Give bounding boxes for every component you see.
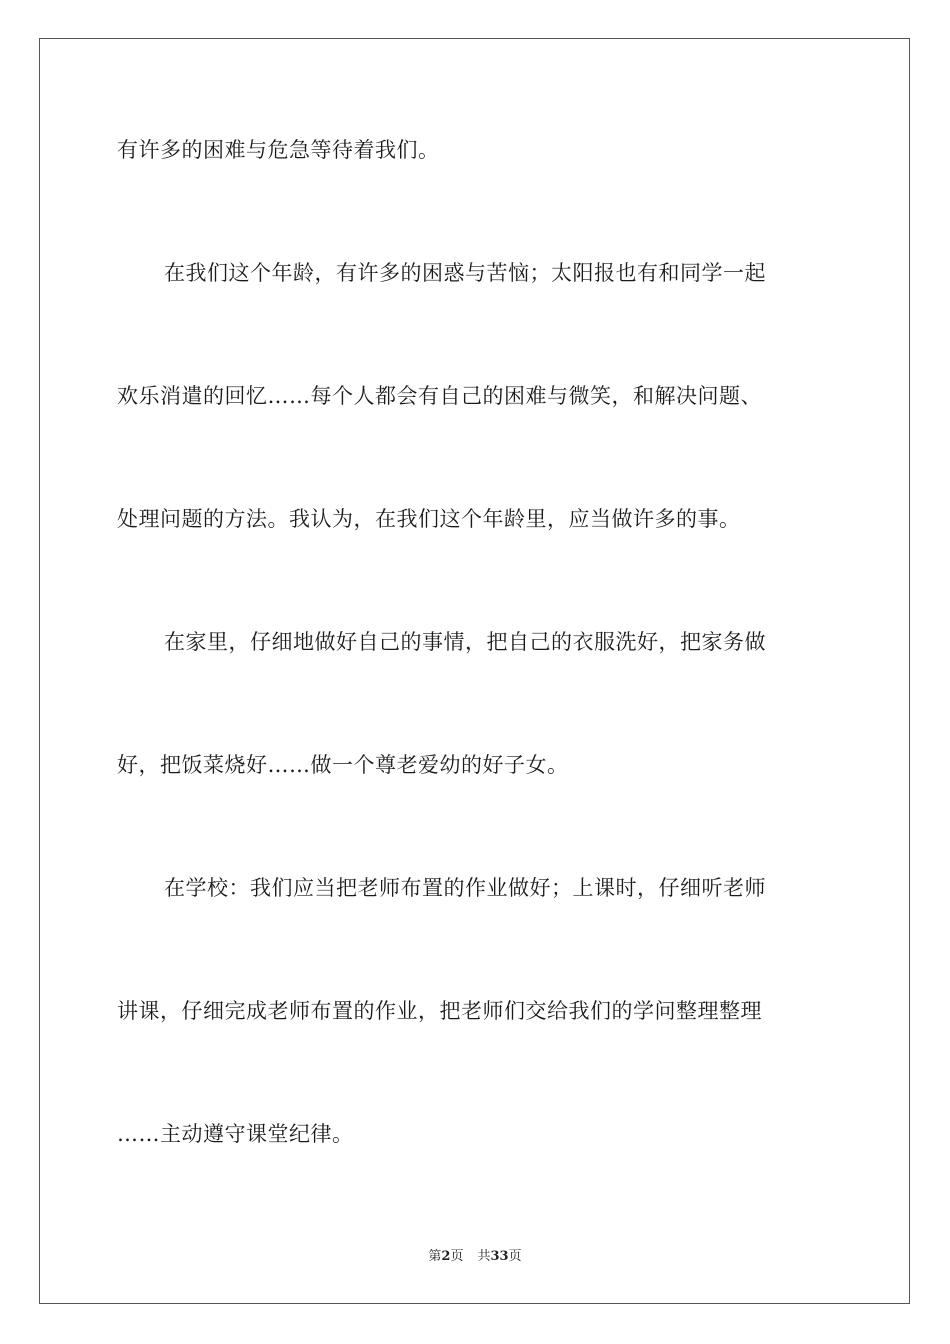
text-line-3: 欢乐消遣的回忆……每个人都会有自己的困难与微笑，和解决问题、	[117, 384, 762, 408]
text-line-2: 在我们这个年龄，有许多的困惑与苦恼；太阳报也有和同学一起	[164, 261, 766, 285]
page-number: 2	[441, 1249, 451, 1264]
page-border	[39, 38, 910, 1304]
page-suffix: 页	[450, 1249, 464, 1264]
total-suffix: 页	[508, 1249, 522, 1264]
text-line-6: 好，把饭菜烧好……做一个尊老爱幼的好子女。	[117, 753, 569, 777]
text-line-1: 有许多的困难与危急等待着我们。	[117, 138, 440, 162]
text-line-5: 在家里，仔细地做好自己的事情，把自己的衣服洗好，把家务做	[164, 630, 766, 654]
text-line-4: 处理问题的方法。我认为，在我们这个年龄里，应当做许多的事。	[117, 507, 741, 531]
text-line-9: ……主动遵守课堂纪律。	[117, 1122, 354, 1146]
total-prefix: 共	[477, 1249, 491, 1264]
page-footer	[0, 1248, 950, 1266]
total-pages: 33	[490, 1249, 509, 1264]
text-line-7: 在学校：我们应当把老师布置的作业做好；上课时，仔细听老师	[164, 876, 766, 900]
page-prefix: 第	[428, 1249, 442, 1264]
text-line-8: 讲课，仔细完成老师布置的作业，把老师们交给我们的学问整理整理	[117, 999, 762, 1023]
